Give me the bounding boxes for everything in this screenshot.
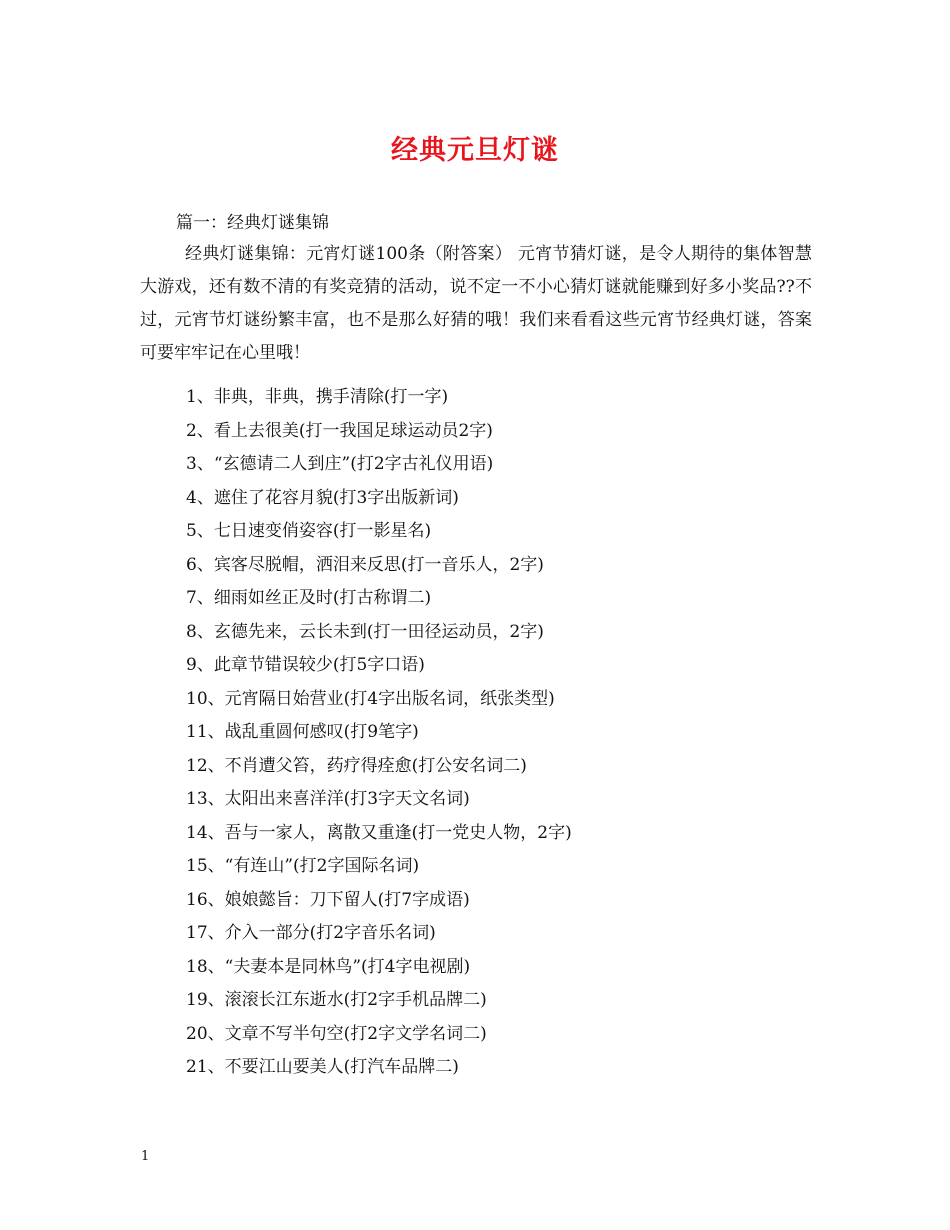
riddle-item: 15、“有连山”(打2字国际名词) — [186, 856, 420, 876]
riddle-item: 9、此章节错误较少(打5字口语) — [186, 655, 425, 675]
riddle-item: 14、吾与一家人，离散又重逢(打一党史人物，2字) — [186, 822, 572, 843]
riddle-item: 8、玄德先来，云长未到(打一田径运动员，2字) — [186, 621, 544, 642]
riddle-item: 16、娘娘懿旨：刀下留人(打7字成语) — [186, 889, 470, 910]
riddle-item: 21、不要江山要美人(打汽车品牌二) — [186, 1057, 459, 1077]
riddle-item: 10、元宵隔日始营业(打4字出版名词，纸张类型) — [186, 688, 555, 709]
riddle-item: 7、细雨如丝正及时(打古称谓二) — [186, 588, 432, 608]
riddle-item: 20、文章不写半句空(打2字文学名词二) — [186, 1023, 487, 1044]
riddle-item: 6、宾客尽脱帽，洒泪来反思(打一音乐人，2字) — [186, 554, 544, 575]
riddle-item: 17、介入一部分(打2字音乐名词) — [186, 923, 436, 943]
riddle-item: 13、太阳出来喜洋洋(打3字天文名词) — [186, 789, 470, 809]
intro-paragraph: 经典灯谜集锦：元宵灯谜100条（附答案） 元宵节猜灯谜，是令人期待的集体智慧大游戏，还有数不清的有奖竞猜的活动，说不定一不小心猜灯谜就能赚到好多小奖品??不过，元宵节灯谜纷繁丰富，也不是那么好猜的哦！我们来看看这些元宵节经典灯谜，答案可要牢牢记在心里哦！ — [140, 244, 812, 363]
riddle-item: 3、“玄德请二人到庄”(打2字古礼仪用语) — [186, 454, 494, 474]
page-number: 1 — [141, 1149, 150, 1164]
riddle-item: 19、滚滚长江东逝水(打2字手机品牌二) — [186, 990, 487, 1010]
riddle-item: 12、不肖遭父笞，药疗得痊愈(打公安名词二) — [186, 755, 527, 776]
riddle-list — [186, 381, 572, 1085]
document-title: 经典元旦灯谜 — [391, 135, 559, 166]
riddle-item: 1、非典，非典，携手清除(打一字) — [186, 387, 449, 407]
riddle-item: 11、战乱重圆何感叹(打9笔字) — [186, 722, 419, 742]
section-heading: 篇一：经典灯谜集锦 — [176, 213, 329, 233]
riddle-item: 4、遮住了花容月貌(打3字出版新词) — [186, 487, 459, 508]
riddle-item: 2、看上去很美(打一我国足球运动员2字) — [186, 420, 493, 441]
riddle-item: 18、“夫妻本是同林鸟”(打4字电视剧) — [186, 956, 471, 977]
riddle-item: 5、七日速变俏姿容(打一影星名) — [186, 521, 432, 541]
